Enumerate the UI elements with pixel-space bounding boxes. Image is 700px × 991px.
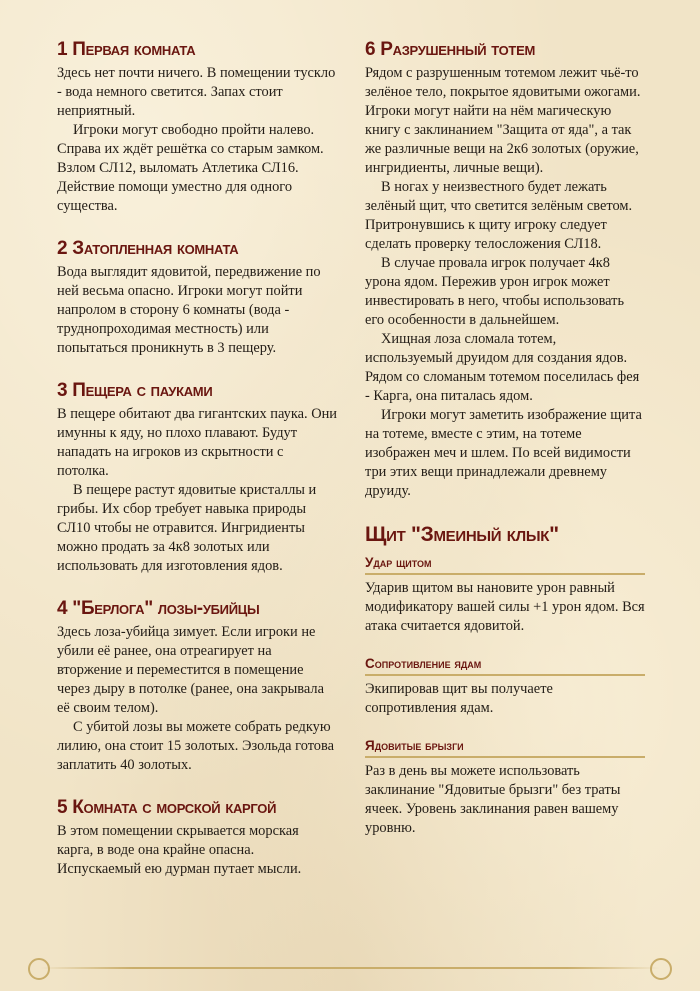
feature-name: Ядовитые брызги: [365, 737, 645, 758]
shield-feature: [365, 554, 645, 636]
room-1-paragraph: Здесь нет почти ничего. В помещении тускло - вода немного светится. Запах стоит неприятный.: [57, 65, 336, 119]
room-6-paragraph: Рядом с разрушенным тотемом лежит чьё-то зелёное тело, покрытое ядовитыми ожогами. Игроки могут найти на нём магическую книгу с заклинанием "Защита от яда", а так же различные вещи на 2к6 золотых (оружие, ингридиенты, личные вещи).: [365, 65, 641, 176]
footer-ornament-left: [28, 958, 50, 980]
right-column: [365, 38, 645, 857]
room-6-section: [365, 38, 645, 501]
shield-feature: [365, 655, 645, 718]
room-6-paragraph: В ногах у неизвестного будет лежать зелёный щит, что светится зелёным светом. Притронувшись к щиту игроку следует сделать проверку телосложения СЛ18.: [365, 179, 633, 252]
room-1-section: [57, 38, 337, 216]
room-1-title: 1 Первая комната: [57, 39, 196, 60]
room-2-paragraph: Вода выглядит ядовитой, передвижение по ней весьма опасно. Игроки могут пойти напролом в сторону 6 комнаты (вода - труднопроходимая местность) или попытаться проникнуть в 3 пещеру.: [57, 264, 321, 356]
room-3-section: [57, 379, 337, 576]
room-3-title: 3 Пещера с пауками: [57, 380, 213, 401]
room-6-title: 6 Разрушенный тотем: [365, 39, 535, 60]
room-1-paragraph: Игроки могут свободно пройти налево. Справа их ждёт решётка со старым замком. Взлом СЛ12, выломать Атлетика СЛ16. Действие помощи уместно для одного существа.: [57, 122, 324, 214]
feature-name: Удар щитом: [365, 554, 645, 575]
room-6-paragraph: Хищная лоза сломала тотем, используемый друидом для создания ядов. Рядом со сломаным тотемом поселилась фея - Карга, она питалась ядом.: [365, 331, 640, 404]
room-4-paragraph: Здесь лоза-убийца зимует. Если игроки не убили её ранее, она отреагирует на вторжение и переместится в помещение через дыру в потолке (ранее, она закрывала её своим телом).: [57, 624, 324, 716]
shield-feature: [365, 737, 645, 838]
footer-divider: [40, 967, 660, 969]
room-4-paragraph: С убитой лозы вы можете собрать редкую лилию, она стоит 15 золотых. Эзольда готова заплатить 40 золотых.: [57, 719, 334, 773]
room-3-paragraph: В пещере обитают два гигантских паука. Они имунны к яду, но плохо плавают. Будут нападать на игроков из скрытности с потолка.: [57, 406, 337, 479]
room-6-paragraph: В случае провала игрок получает 4к8 урона ядом. Пережив урон игрок может инвестировать в него, чтобы использовать его особенности в дальнейшем.: [365, 255, 625, 328]
room-3-paragraph: В пещере растут ядовитые кристаллы и грибы. Их сбор требует навыка природы СЛ10 чтобы не отравится. Ингридиенты можно продать за 4к8 золотых или использовать для изготовления ядов.: [57, 482, 317, 574]
room-4-section: [57, 597, 337, 775]
footer-ornament-right: [650, 958, 672, 980]
shield-title: Щит "Змеиный клык": [365, 523, 559, 546]
left-column: [57, 38, 337, 900]
shield-section: [365, 522, 645, 838]
feature-name: Сопротивление ядам: [365, 655, 645, 676]
room-5-title: 5 Комната с морской каргой: [57, 797, 277, 818]
feature-text: Экипировав щит вы получаете сопротивления ядам.: [365, 681, 553, 716]
room-4-title: 4 "Берлога" лозы-убийцы: [57, 598, 260, 619]
room-2-section: [57, 237, 337, 358]
feature-text: Раз в день вы можете использовать заклинание "Ядовитые брызги" без траты ячеек. Уровень заклинания равен вашему уровню.: [365, 763, 621, 836]
room-6-paragraph: Игроки могут заметить изображение щита на тотеме, вместе с этим, на тотеме изображен меч и шлем. По всей видимости три этих вещи принадлежали древнему друиду.: [365, 407, 642, 499]
room-5-paragraph: В этом помещении скрывается морская карга, в воде она крайне опасна. Испускаемый ею дурман путает мысли.: [57, 823, 302, 877]
feature-text: Ударив щитом вы нановите урон равный модификатору вашей силы +1 урон ядом. Вся атака считается ядовитой.: [365, 580, 645, 634]
room-2-title: 2 Затопленная комната: [57, 238, 239, 259]
room-5-section: [57, 796, 337, 879]
